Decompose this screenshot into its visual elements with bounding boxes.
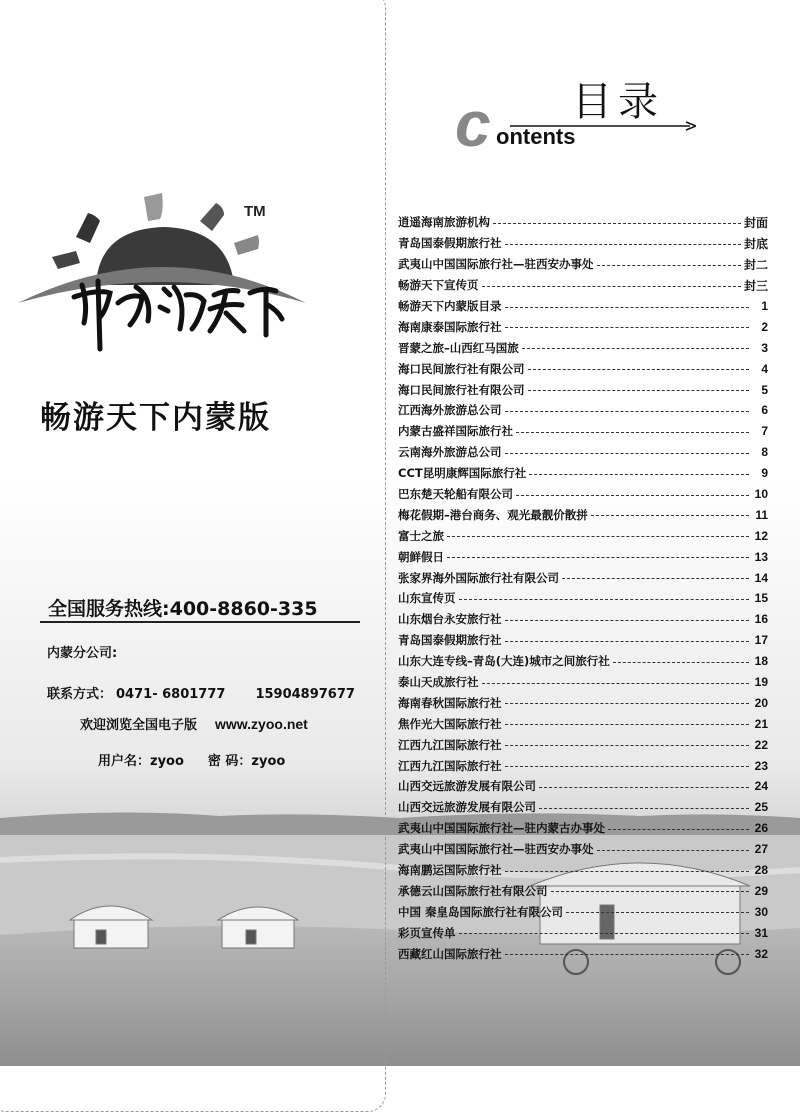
toc-entry-title: 山东宣传页 — [398, 591, 456, 606]
table-of-contents — [398, 212, 768, 964]
toc-entry[interactable] — [398, 233, 768, 254]
toc-entry-page: 26 — [754, 821, 768, 836]
toc-entry-title: 山西交远旅游发展有限公司 — [398, 800, 536, 815]
toc-leader-dashes — [597, 850, 750, 851]
toc-entry-title: 畅游天下内蒙版目录 — [398, 299, 502, 313]
toc-entry[interactable] — [398, 713, 768, 734]
toc-entry-title: 泰山天成旅行社 — [398, 675, 479, 690]
toc-leader-dashes — [608, 829, 749, 830]
toc-entry-title: 中国 秦皇岛国际旅行社有限公司 — [398, 904, 564, 919]
toc-entry[interactable] — [398, 776, 768, 797]
toc-leader-dashes — [459, 933, 750, 934]
toc-leader-dashes — [505, 411, 750, 412]
toc-entry[interactable] — [398, 839, 768, 860]
toc-leader-dashes — [447, 536, 749, 537]
toc-leader-dashes — [505, 244, 741, 245]
toc-entry-page: 16 — [754, 612, 768, 627]
toc-entry-title: 朝鲜假日 — [398, 549, 444, 564]
toc-entry-page: 5 — [761, 382, 768, 397]
toc-entry[interactable] — [398, 275, 768, 296]
toc-leader-dashes — [505, 766, 750, 767]
changyou-tianxia-logo — [14, 185, 314, 355]
toc-entry-title: 晋蒙之旅–山西红马国旅 — [398, 340, 519, 355]
toc-entry-title: 西藏红山国际旅行社 — [398, 946, 502, 961]
toc-leader-dashes — [447, 557, 749, 558]
toc-entry-title: 畅游天下宣传页 — [398, 278, 479, 293]
toc-entry-page: 32 — [754, 946, 768, 961]
toc-entry-page: 30 — [754, 904, 768, 919]
toc-entry-title: 云南海外旅游总公司 — [398, 445, 502, 460]
toc-entry-page: 14 — [754, 570, 768, 585]
left-dashed-panel — [0, 0, 386, 1112]
toc-entry-title: 武夷山中国国际旅行社—驻内蒙古办事处 — [398, 821, 605, 836]
service-hotline: 全国服务热线:400-8860-335 — [48, 598, 318, 620]
toc-leader-dashes — [529, 474, 749, 475]
toc-entry-title: CCT昆明康辉国际旅行社 — [398, 466, 527, 481]
toc-entry-page: 28 — [754, 863, 768, 878]
toc-leader-dashes — [551, 891, 750, 892]
toc-entry-page: 10 — [754, 487, 768, 502]
toc-leader-dashes — [505, 307, 750, 308]
contact-label: 联系方式： — [47, 687, 113, 702]
toc-entry-page: 封面 — [743, 215, 768, 230]
toc-entry[interactable] — [398, 212, 768, 233]
toc-leader-dashes — [591, 515, 749, 516]
toc-leader-dashes — [597, 265, 741, 266]
toc-leader-dashes — [482, 286, 741, 287]
toc-entry-page: 22 — [754, 737, 768, 752]
toc-entry-title: 富士之旅 — [398, 528, 444, 543]
toc-entry-title: 焦作光大国际旅行社 — [398, 716, 502, 731]
toc-entry-title: 海口民间旅行社有限公司 — [398, 361, 525, 376]
toc-entry[interactable] — [398, 818, 768, 839]
toc-entry-page: 19 — [754, 675, 768, 690]
toc-entry-title: 武夷山中国国际旅行社—驻西安办事处 — [398, 257, 594, 272]
toc-entry[interactable] — [398, 651, 768, 672]
toc-entry-page: 29 — [754, 883, 768, 898]
toc-leader-dashes — [505, 703, 750, 704]
contents-title-cn: 目录 — [572, 79, 664, 125]
hotline-underline — [40, 621, 360, 623]
toc-entry-page: 18 — [754, 654, 768, 669]
toc-leader-dashes — [505, 327, 750, 328]
toc-leader-dashes — [482, 683, 750, 684]
toc-leader-dashes — [505, 724, 750, 725]
toc-entry-page: 17 — [754, 633, 768, 648]
toc-entry-page: 27 — [754, 842, 768, 857]
toc-leader-dashes — [516, 495, 749, 496]
toc-entry-title: 梅花假期–港台商务、观光最靓价散拼 — [398, 507, 588, 522]
toc-entry-title: 海南鹏运国际旅行社 — [398, 863, 502, 878]
toc-entry-page: 31 — [754, 925, 768, 940]
welcome-text: 欢迎浏览全国电子版 — [80, 718, 198, 733]
toc-leader-dashes — [505, 641, 750, 642]
toc-entry-title: 江西海外旅游总公司 — [398, 403, 502, 418]
toc-entry[interactable] — [398, 567, 768, 588]
toc-leader-dashes — [562, 578, 749, 579]
toc-entry-page: 15 — [754, 591, 768, 606]
toc-entry[interactable] — [398, 588, 768, 609]
toc-entry[interactable] — [398, 546, 768, 567]
toc-leader-dashes — [493, 223, 741, 224]
toc-leader-dashes — [459, 599, 750, 600]
toc-entry-title: 彩页宣传单 — [398, 925, 456, 940]
toc-entry-page: 封三 — [743, 278, 768, 293]
toc-entry[interactable] — [398, 358, 768, 379]
toc-entry[interactable] — [398, 400, 768, 421]
toc-entry-title: 巴东楚天轮船有限公司 — [398, 487, 513, 502]
toc-entry[interactable] — [398, 316, 768, 337]
toc-entry[interactable] — [398, 672, 768, 693]
website-url[interactable]: www.zyoo.net — [215, 716, 308, 732]
toc-entry-title: 山东大连专线–青岛(大连)城市之间旅行社 — [398, 654, 610, 669]
toc-entry[interactable] — [398, 755, 768, 776]
toc-entry[interactable] — [398, 421, 768, 442]
toc-entry-title: 江西九江国际旅行社 — [398, 737, 502, 752]
phone-number: 0471- 6801777 — [116, 687, 226, 702]
toc-leader-dashes — [539, 787, 749, 788]
toc-entry[interactable] — [398, 734, 768, 755]
toc-entry-page: 23 — [754, 758, 768, 773]
toc-entry[interactable] — [398, 609, 768, 630]
toc-entry[interactable] — [398, 254, 768, 275]
toc-entry-page: 20 — [754, 695, 768, 710]
toc-leader-dashes — [613, 662, 749, 663]
toc-entry-title: 海南康泰国际旅行社 — [398, 319, 502, 334]
toc-entry[interactable] — [398, 860, 768, 881]
account-line — [98, 750, 285, 769]
toc-entry-page: 封底 — [743, 236, 768, 251]
toc-entry-title: 青岛国泰假期旅行社 — [398, 633, 502, 648]
toc-entry[interactable] — [398, 630, 768, 651]
toc-leader-dashes — [516, 432, 749, 433]
toc-entry[interactable] — [398, 442, 768, 463]
mobile-number: 15904897677 — [255, 687, 355, 702]
toc-entry[interactable] — [398, 692, 768, 713]
toc-entry[interactable] — [398, 525, 768, 546]
toc-entry-page: 9 — [761, 466, 768, 481]
contents-initial-c: c — [455, 88, 491, 160]
password-text: 密 码：zyoo — [207, 754, 286, 769]
toc-entry-page: 12 — [754, 528, 768, 543]
toc-leader-dashes — [505, 745, 750, 746]
username-text: 用户名：zyoo — [98, 754, 184, 769]
toc-entry-title: 内蒙古盛祥国际旅行社 — [398, 424, 513, 439]
welcome-line — [80, 714, 308, 733]
toc-entry[interactable] — [398, 797, 768, 818]
toc-entry-page: 25 — [754, 800, 768, 815]
toc-entry-page: 封二 — [743, 257, 768, 272]
toc-entry-page: 2 — [761, 319, 768, 334]
toc-entry-title: 江西九江国际旅行社 — [398, 758, 502, 773]
trademark-mark: TM — [244, 203, 266, 220]
toc-entry-page: 7 — [761, 424, 768, 439]
toc-leader-dashes — [505, 620, 750, 621]
toc-entry-page: 13 — [754, 549, 768, 564]
toc-entry-page: 24 — [754, 779, 768, 794]
toc-entry[interactable] — [398, 881, 768, 902]
contact-line — [47, 683, 355, 702]
toc-leader-dashes — [505, 453, 750, 454]
toc-entry-title: 张家界海外国际旅行社有限公司 — [398, 570, 559, 585]
toc-leader-dashes — [528, 390, 750, 391]
toc-entry-page: 4 — [761, 361, 768, 376]
toc-entry[interactable] — [398, 463, 768, 484]
toc-leader-dashes — [528, 369, 750, 370]
toc-entry[interactable] — [398, 943, 768, 964]
toc-entry[interactable] — [398, 901, 768, 922]
toc-entry-title: 海口民间旅行社有限公司 — [398, 382, 525, 397]
toc-entry[interactable] — [398, 504, 768, 525]
toc-entry-title: 逍遥海南旅游机构 — [398, 215, 490, 230]
contents-title-en: ontents — [496, 124, 576, 149]
toc-entry[interactable] — [398, 296, 768, 317]
branch-label: 内蒙分公司: — [47, 646, 118, 661]
toc-entry[interactable] — [398, 337, 768, 358]
toc-entry-title: 海南春秋国际旅行社 — [398, 695, 502, 710]
toc-leader-dashes — [505, 954, 750, 955]
toc-entry-page: 8 — [761, 445, 768, 460]
toc-entry[interactable] — [398, 922, 768, 943]
toc-leader-dashes — [566, 912, 749, 913]
toc-entry[interactable] — [398, 379, 768, 400]
toc-entry-title: 青岛国泰假期旅行社 — [398, 236, 502, 251]
toc-entry-page: 3 — [761, 340, 768, 355]
toc-entry[interactable] — [398, 484, 768, 505]
toc-entry-page: 21 — [754, 716, 768, 731]
toc-leader-dashes — [539, 808, 749, 809]
toc-leader-dashes — [505, 871, 750, 872]
edition-title: 畅游天下内蒙版 — [40, 400, 271, 436]
toc-entry-page: 6 — [761, 403, 768, 418]
toc-entry-title: 承德云山国际旅行社有限公司 — [398, 883, 548, 898]
toc-entry-page: 1 — [761, 299, 768, 313]
toc-entry-title: 武夷山中国国际旅行社—驻西安办事处 — [398, 842, 594, 857]
toc-entry-page: 11 — [755, 507, 768, 522]
toc-leader-dashes — [522, 348, 749, 349]
toc-entry-title: 山西交远旅游发展有限公司 — [398, 779, 536, 794]
toc-entry-title: 山东烟台永安旅行社 — [398, 612, 502, 627]
